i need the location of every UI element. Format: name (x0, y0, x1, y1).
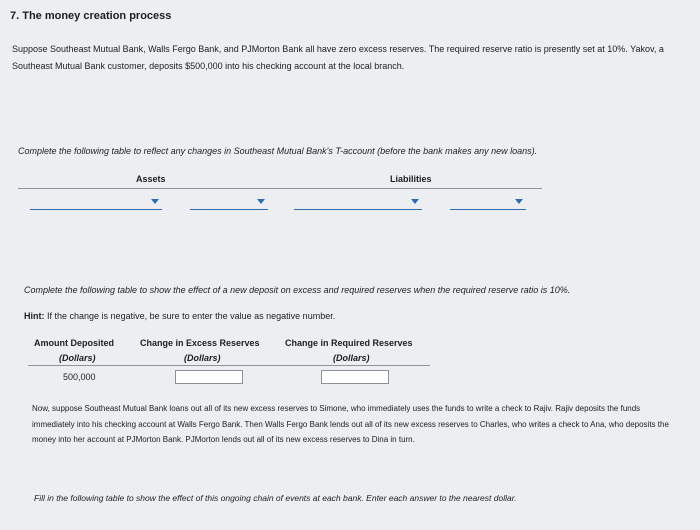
taccount-instruction: Complete the following table to reflect any changes in Southeast Mutual Bank's T-account (before the bank makes any new loans). (18, 146, 538, 156)
col-amount-deposited-unit: (Dollars) (59, 353, 96, 363)
hint-line (24, 311, 335, 321)
col-amount-deposited-header: Amount Deposited (34, 338, 114, 348)
chain-instruction: Fill in the following table to show the effect of this ongoing chain of events at each bank. Enter each answer to the nearest dollar. (34, 493, 517, 503)
assets-header: Assets (136, 174, 166, 184)
reserves-header-rule (28, 365, 430, 366)
question-title: 7. The money creation process (10, 10, 172, 22)
amount-deposited-value: 500,000 (63, 372, 96, 382)
col-required-reserves-unit: (Dollars) (333, 353, 370, 363)
reserves-instruction: Complete the following table to show the effect of a new deposit on excess and required reserves when the required reserve ratio is 10%. (24, 285, 571, 295)
liabilities-item-dropdown[interactable] (294, 195, 422, 210)
hint-label: Hint: (24, 311, 45, 321)
assets-amount-dropdown[interactable] (190, 195, 268, 210)
chain-paragraph: Now, suppose Southeast Mutual Bank loans out all of its new excess reserves to Simone, who immediately uses the funds to write a check to Rajiv. Rajiv deposits the funds immediately into his checking account at Walls Fergo Bank. Then Walls Fergo Bank lends out all of its new excess reserves to Charles, who writes a check to Ana, who deposits the money into her account at PJMorton Bank. PJMorton lends out all of its new excess reserves to Dina in turn. (32, 404, 669, 444)
liabilities-header: Liabilities (390, 174, 432, 184)
excess-reserves-input[interactable] (175, 370, 243, 384)
col-excess-reserves-header: Change in Excess Reserves (140, 338, 260, 348)
dropdown-arrow-icon (411, 199, 419, 204)
dropdown-arrow-icon (151, 199, 159, 204)
assets-item-dropdown[interactable] (30, 195, 162, 210)
hint-text: If the change is negative, be sure to enter the value as negative number. (47, 311, 336, 321)
liabilities-amount-dropdown[interactable] (450, 195, 526, 210)
col-required-reserves-header: Change in Required Reserves (285, 338, 413, 348)
dropdown-arrow-icon (257, 199, 265, 204)
intro-paragraph: Suppose Southeast Mutual Bank, Walls Fergo Bank, and PJMorton Bank all have zero excess reserves. The required reserve ratio is presently set at 10%. Yakov, a Southeast Mutual Bank customer, deposits $500,000 into his checking account at the local branch. (12, 44, 664, 71)
taccount-header-rule (18, 188, 542, 189)
dropdown-arrow-icon (515, 199, 523, 204)
col-excess-reserves-unit: (Dollars) (184, 353, 221, 363)
required-reserves-input[interactable] (321, 370, 389, 384)
